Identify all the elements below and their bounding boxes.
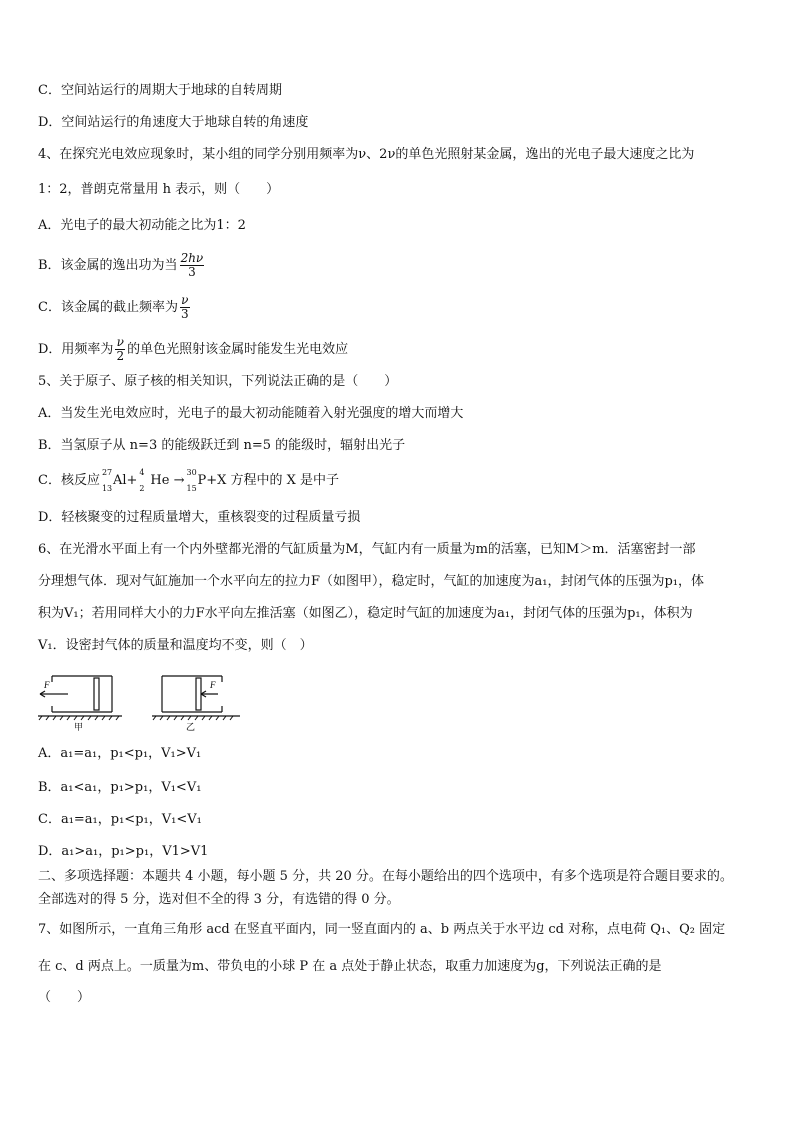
q4-option-d-fraction	[115, 336, 125, 363]
figure-yi	[152, 670, 242, 732]
force-label: F	[44, 680, 50, 690]
q6-stem-line4: V₁．设密封气体的质量和温度均不变，则（ ）	[38, 638, 313, 653]
nuclide-he	[139, 468, 170, 493]
q4-option-b-fraction	[180, 252, 205, 279]
q5-option-b: B．当氢原子从 n=3 的能级跃迁到 n=5 的能级时，辐射出光子	[38, 438, 406, 453]
q4-option-a: A．光电子的最大初动能之比为1：2	[38, 218, 246, 233]
q4-option-d-tail: 的单色光照射该金属时能发生光电效应	[127, 342, 349, 357]
q6-option-d: D．a₁>a₁，p₁>p₁，V1>V1	[38, 844, 209, 859]
force-label: F	[210, 680, 216, 690]
nuclide-symbol: P+X	[197, 473, 227, 488]
q4-option-d	[38, 336, 348, 363]
nuclide-al	[101, 468, 138, 493]
q6-option-c: C．a₁=a₁，p₁<p₁，V₁<V₁	[38, 812, 202, 827]
q5-option-a: A．当发生光电效应时，光电子的最大初动能随着入射光强度的增大而增大	[38, 406, 464, 421]
figure-label-yi: 乙	[186, 723, 196, 732]
fraction-denominator: 3	[180, 307, 189, 321]
section2-heading-line1: 二、多项选择题：本题共 4 小题，每小题 5 分，共 20 分。在每小题给出的四个选项中，有多个选项是符合题目要求的。	[38, 869, 733, 884]
q7-stem-line3: （ ）	[38, 990, 91, 1005]
figure-jia	[38, 670, 123, 732]
q7-stem-line2: 在 c、d 两点上。一质量为m、带负电的小球 P 在 a 点处于静止状态，取重力加速度为g，下列说法正确的是	[38, 959, 662, 974]
q6-stem-line3: 积为V₁；若用同样大小的力F水平向左推活塞（如图乙），稳定时气缸的加速度为a₁，封闭气体的压强为p₁，体积为	[38, 606, 693, 621]
q5-stem: 5、关于原子、原子核的相关知识，下列说法正确的是（ ）	[38, 374, 398, 389]
nuclide-symbol: Al+	[112, 473, 138, 488]
section2-heading-line2: 全部选对的得 5 分，选对但不全的得 3 分，有选错的得 0 分。	[38, 892, 400, 907]
q4-stem-line1: 4、在探究光电效应现象时，某小组的同学分别用频率为ν、2ν的单色光照射某金属，逸出的光电子最大速度之比为	[38, 147, 695, 162]
fraction-numerator: ν	[116, 335, 124, 349]
mass-number: 30	[186, 468, 197, 477]
q4-option-c	[38, 294, 192, 321]
q4-option-b	[38, 252, 206, 279]
nuclide-symbol: He	[150, 473, 170, 488]
q7-stem-line1: 7、如图所示，一直角三角形 acd 在竖直平面内，同一竖直面内的 a、b 两点关于水平边 cd 对称，点电荷 Q₁、Q₂ 固定	[38, 922, 726, 937]
q6-stem-line1: 6、在光滑水平面上有一个内外壁都光滑的气缸质量为M，气缸内有一质量为m的活塞，已知M＞m．活塞密封一部	[38, 542, 696, 557]
atomic-number: 13	[101, 484, 113, 493]
reaction-arrow: →	[173, 473, 185, 488]
fraction-denominator: 3	[188, 265, 196, 279]
fraction-numerator: 2hν	[180, 251, 204, 265]
fraction-numerator: ν	[181, 293, 189, 307]
q4-option-c-text: C．该金属的截止频率为	[38, 300, 178, 315]
figure-label-jia: 甲	[74, 723, 84, 732]
q6-stem-line2: 分理想气体．现对气缸施加一个水平向左的拉力F（如图甲），稳定时，气缸的加速度为a₁，封闭气体的压强为p₁，体	[38, 574, 705, 589]
q4-option-c-fraction	[180, 294, 190, 321]
nuclide-p	[186, 468, 227, 493]
q4-option-d-text: D．用频率为	[38, 342, 114, 357]
q6-option-a: A．a₁=a₁，p₁<p₁，V₁>V₁	[38, 746, 202, 761]
option-c-prev: C．空间站运行的周期大于地球的自转周期	[38, 83, 282, 98]
q5-option-c	[38, 468, 340, 493]
q4-option-b-text: B．该金属的逸出功为当	[38, 258, 178, 273]
atomic-number: 15	[186, 484, 197, 493]
q5-option-c-text: C．核反应	[38, 473, 100, 488]
option-d-prev: D．空间站运行的角速度大于地球自转的角速度	[38, 115, 309, 130]
fraction-denominator: 2	[116, 349, 125, 363]
mass-number: 4	[139, 468, 145, 477]
mass-number: 27	[101, 468, 113, 477]
q5-option-c-tail: 方程中的 X 是中子	[226, 473, 340, 488]
q6-option-b: B．a₁<a₁，p₁>p₁，V₁<V₁	[38, 780, 202, 795]
atomic-number: 2	[139, 484, 145, 493]
q4-stem-line2: 1：2，普朗克常量用 h 表示，则（ ）	[38, 182, 280, 197]
q5-option-d: D．轻核聚变的过程质量增大，重核裂变的过程质量亏损	[38, 510, 361, 525]
